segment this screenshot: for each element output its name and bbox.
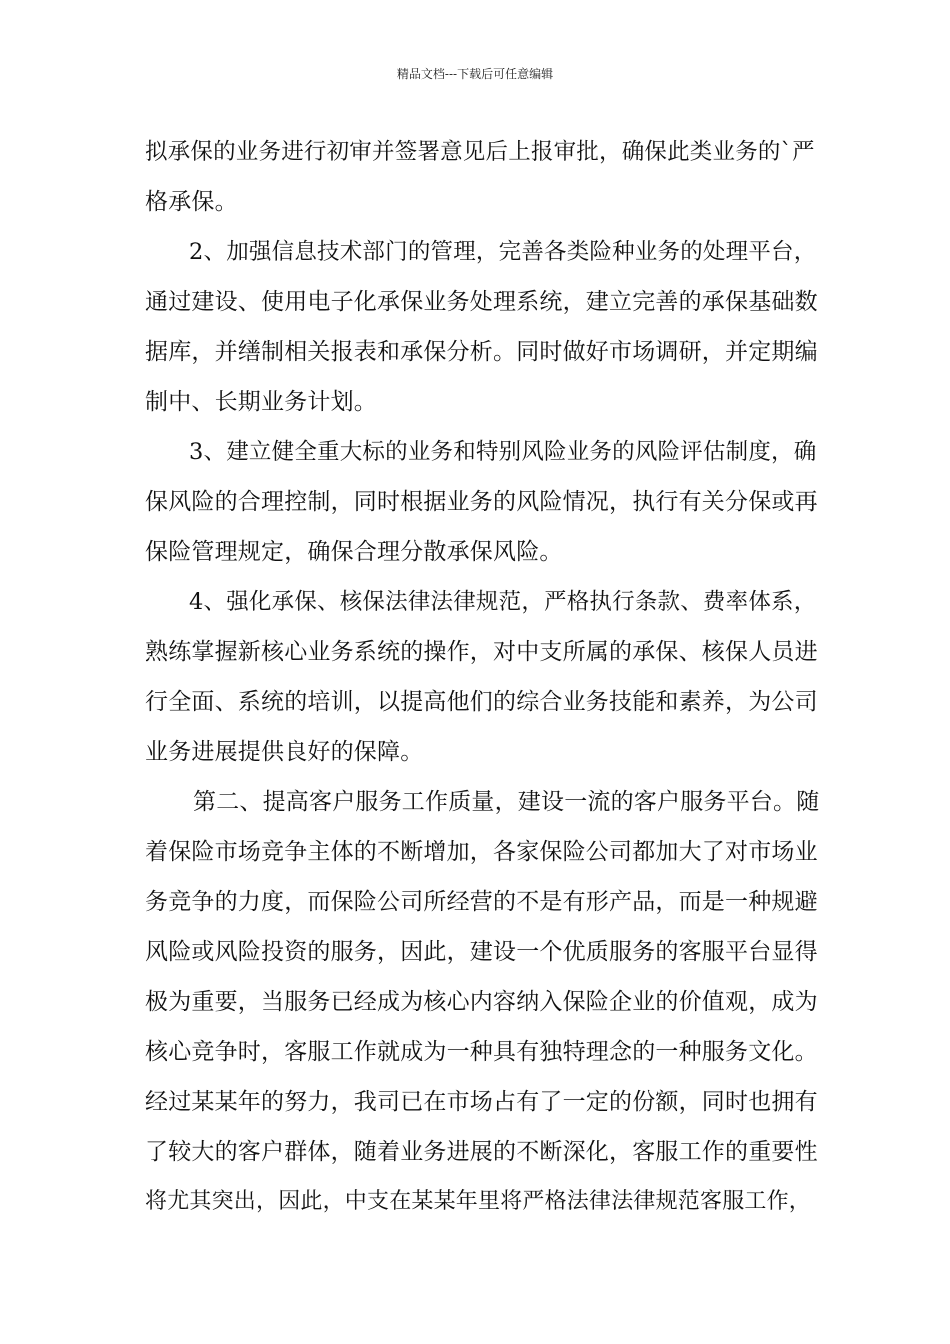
text-line: 4、强化承保、核保法律法律规范，严格执行条款、费率体系， (189, 589, 817, 615)
text-line: 风险或风险投资的服务，因此，建设一个优质服务的客服平台显得 (145, 939, 818, 965)
text-line: 行全面、系统的培训，以提高他们的综合业务技能和素养，为公司 (145, 689, 818, 715)
text-line: 拟承保的业务进行初审并签署意见后上报审批，确保此类业务的`严 (145, 139, 815, 165)
text-line: 核心竞争时，客服工作就成为一种具有独特理念的一种服务文化。 (145, 1039, 818, 1065)
text-line: 熟练掌握新核心业务系统的操作，对中支所属的承保、核保人员进 (145, 639, 818, 665)
text-line: 着保险市场竞争主体的不断增加，各家保险公司都加大了对市场业 (145, 839, 818, 865)
text-line: 第二、提高客户服务工作质量，建设一流的客户服务平台。随 (193, 789, 820, 815)
text-line: 保风险的合理控制，同时根据业务的风险情况，执行有关分保或再 (145, 489, 818, 515)
text-line: 2、加强信息技术部门的管理，完善各类险种业务的处理平台， (189, 239, 817, 265)
text-line: 通过建设、使用电子化承保业务处理系统，建立完善的承保基础数 (145, 289, 818, 315)
text-line: 制中、长期业务计划。 (145, 389, 377, 415)
text-line: 业务进展提供良好的保障。 (145, 739, 424, 765)
document-body (145, 127, 825, 1227)
text-line: 务竞争的力度，而保险公司所经营的不是有形产品，而是一种规避 (145, 889, 818, 915)
text-line: 保险管理规定，确保合理分散承保风险。 (145, 539, 563, 565)
text-line: 据库，并缮制相关报表和承保分析。同时做好市场调研，并定期编 (145, 339, 818, 365)
text-line: 格承保。 (145, 189, 238, 215)
text-line: 了较大的客户群体，随着业务进展的不断深化，客服工作的重要性 (145, 1139, 818, 1165)
text-line: 将尤其突出，因此，中支在某某年里将严格法律法律规范客服工作， (145, 1189, 812, 1214)
text-line: 经过某某年的努力，我司已在市场占有了一定的份额，同时也拥有 (145, 1089, 818, 1115)
text-line: 3、建立健全重大标的业务和特别风险业务的风险评估制度，确 (189, 439, 817, 465)
text-line: 极为重要，当服务已经成为核心内容纳入保险企业的价值观，成为 (145, 989, 818, 1015)
page-header: 精品文档---下载后可任意编辑 (396, 67, 554, 81)
